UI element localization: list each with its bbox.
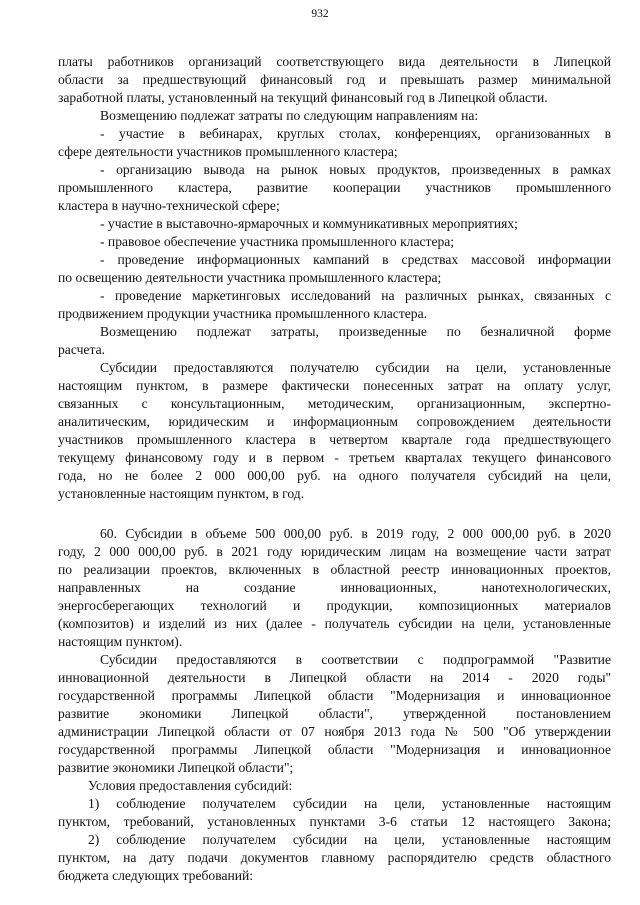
text-line: направленных на создание инновационных, нанотехнологических,: [58, 580, 611, 595]
text-line: настоящим пунктом).: [58, 634, 183, 649]
text-line: 2) соблюдение получателем субсидии на цели, установленные настоящим: [88, 832, 611, 847]
text-line: промышленного кластера, развитие кооперации участников промышленного: [58, 180, 611, 195]
text-line: расчета.: [58, 342, 106, 357]
text-line: 1) соблюдение получателем субсидии на цели, установленные настоящим: [88, 796, 611, 811]
text-line: энергосберегающих технологий и продукции, композиционных материалов: [58, 598, 611, 613]
text-line: кластера в научно-технической сфере;: [58, 198, 280, 213]
text-line: (композитов) и изделий из них (далее - получатель субсидии на цели, установленные: [58, 616, 611, 631]
text-line: заработной платы, установленный на текущий финансовый год в Липецкой области.: [58, 90, 548, 105]
text-line: - участие в выставочно-ярмарочных и коммуникативных мероприятиях;: [100, 216, 518, 231]
text-line: бюджета следующих требований:: [58, 868, 254, 883]
text-line: развитие экономики Липецкой области";: [58, 760, 294, 775]
text-line: года, но не более 2 000 000,00 руб. на одного получателя субсидий на цели,: [58, 468, 611, 483]
text-line: связанных с консультационным, методическим, организационным, экспертно-: [58, 396, 611, 411]
text-line: Субсидии предоставляются получателю субсидии на цели, установленные: [100, 360, 611, 375]
text-line: платы работников организаций соответствующего вида деятельности в Липецкой: [58, 54, 611, 69]
text-line: государственной программы Липецкой области "Модернизация и инновационное: [58, 688, 611, 703]
text-line: - проведение информационных кампаний в средствах массовой информации: [100, 252, 611, 267]
text-line: по реализации проектов, включенных в областной реестр инновационных проектов,: [58, 562, 611, 577]
text-line: Условия предоставления субсидий:: [88, 778, 293, 793]
text-line: настоящим пунктом, в размере фактически понесенных затрат на оплату услуг,: [58, 378, 611, 393]
text-line: развитие экономики Липецкой области", утвержденной постановлением: [58, 706, 611, 721]
text-line: по освещению деятельности участника промышленного кластера;: [58, 270, 442, 285]
text-line: - проведение маркетинговых исследований на различных рынках, связанных с: [100, 288, 611, 303]
text-line: - организацию вывода на рынок новых продуктов, произведенных в рамках: [100, 162, 611, 177]
text-line: продвижением продукции участника промышленного кластера.: [58, 306, 428, 321]
text-line: установленные настоящим пунктом, в год.: [58, 486, 305, 501]
text-line: области за предшествующий финансовый год и превышать размер минимальной: [58, 72, 611, 87]
text-line: сфере деятельности участников промышленного кластера;: [58, 144, 398, 159]
text-line: году, 2 000 000,00 руб. в 2021 году юридическим лицам на возмещение части затрат: [58, 544, 611, 559]
text-line: Возмещению подлежат затраты, произведенные по безналичной форме: [100, 324, 611, 339]
text-line: пунктом, на дату подачи документов главному распорядителю средств областного: [58, 850, 611, 865]
text-line: - участие в вебинарах, круглых столах, конференциях, организованных в: [100, 126, 611, 141]
text-line: 60. Субсидии в объеме 500 000,00 руб. в 2019 году, 2 000 000,00 руб. в 2020: [100, 526, 611, 541]
text-line: инновационной деятельности в Липецкой области на 2014 - 2020 годы": [58, 670, 611, 685]
text-line: аналитическим, юридическим и информационным сопровождением деятельности: [58, 414, 611, 429]
text-line: - правовое обеспечение участника промышленного кластера;: [100, 234, 455, 249]
page-number: 932: [311, 8, 329, 20]
text-line: государственной программы Липецкой области "Модернизация и инновационное: [58, 742, 611, 757]
text-line: Возмещению подлежат затраты по следующим направлениям на:: [100, 108, 479, 123]
text-line: администрации Липецкой области от 07 ноября 2013 года № 500 "Об утверждении: [58, 724, 611, 739]
text-line: Субсидии предоставляются в соответствии с подпрограммой "Развитие: [100, 652, 611, 667]
text-line: участников промышленного кластера в четвертом квартале года предшествующего: [58, 432, 611, 447]
text-line: текущему финансовому году и в первом - третьем кварталах текущего финансового: [58, 450, 611, 465]
text-line: пунктом, требований, установленных пунктами 3-6 статьи 12 настоящего Закона;: [58, 814, 611, 829]
